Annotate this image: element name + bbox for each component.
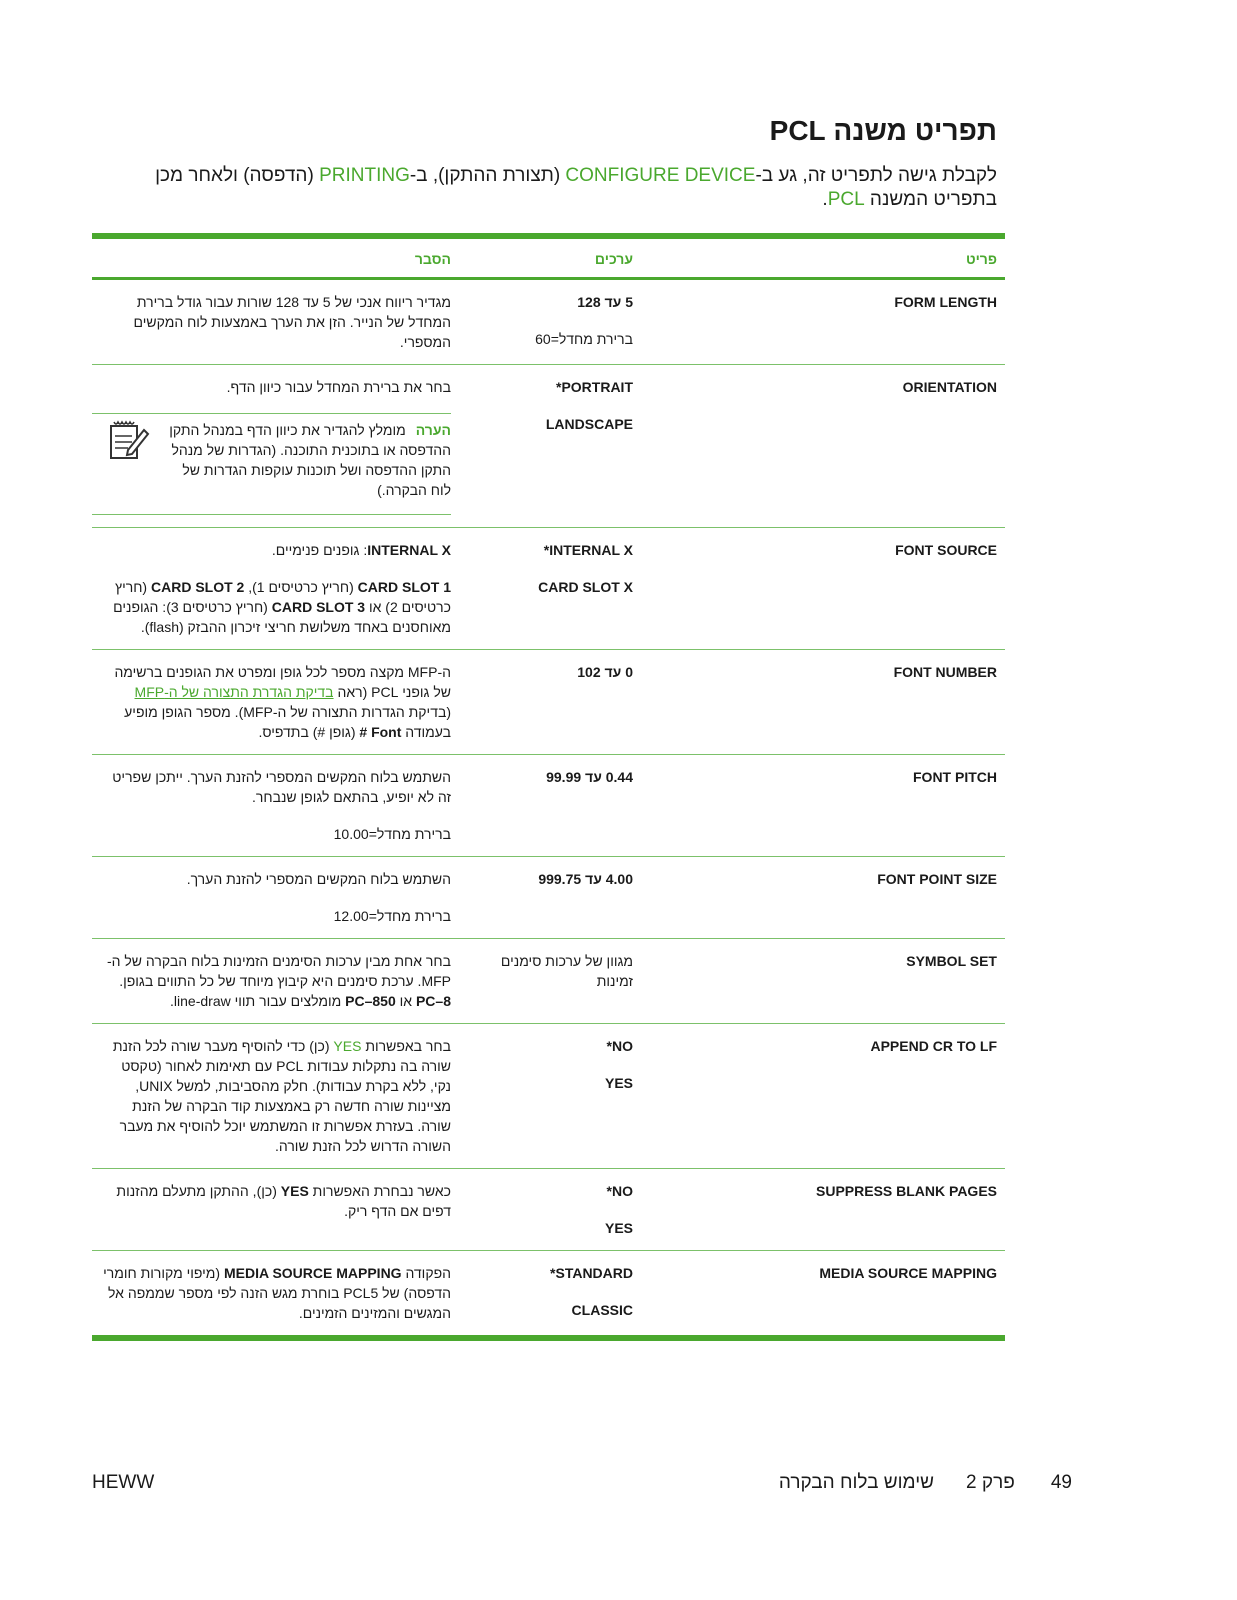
footer-page-info [779,1472,1072,1494]
intro-paragraph [127,164,997,212]
printing-link[interactable]: PRINTING [319,165,410,186]
desc-default: ברירת מחדל=10.00 [333,826,451,842]
row-item: FONT POINT SIZE [641,857,1005,939]
orientation-description: בחר את ברירת המחדל עבור כיוון הדף. [226,379,451,395]
section-label: שימוש בלוח הבקרה [778,1472,935,1493]
row-description: מגדיר ריווח אנכי של 5 עד 128 שורות עבור גודל ברירת המחדל של הנייר. הזן את הערך באמצעות לוח המקשים המספרי. [92,279,459,365]
note-box [92,413,451,515]
row-values [459,939,641,1024]
value-option: CLASSIC [571,1302,633,1318]
row-description [92,1024,459,1169]
desc-text: (כן) כדי להוסיף מעבר שורה לכל הזנת שורה בה נתקלות עבודות PCL עם תאימות לאחור (טקסט נקי, ללא בקרת עבודות). חלק מהסביבות, למשל UNIX, מציינות שורה חדשה רק באמצעות קוד הבקרה של הזנת שורה. בעזרת אפשרות זו המשתמש יוכל להוסיף את מעבר השורה הדרוש לכל הזנת שורה. [112,1038,451,1154]
table-row [92,279,1005,365]
desc-text: בחר באפשרות [361,1038,451,1054]
desc-text: בחר אחת מבין ערכות הסימנים הזמינות בלוח הבקרה של ה-MFP. ערכת סימנים היא קיבוץ מיוחד של כל התווים בגופן. [106,953,451,989]
desc-term: MEDIA SOURCE MAPPING [223,1265,402,1281]
value-option: מגוון של ערכות סימנים זמינות [500,953,633,989]
intro-text-4: . [822,189,828,210]
row-item: FONT NUMBER [641,650,1005,755]
desc-term: PC–850 [345,993,396,1009]
desc-text: השתמש בלוח המקשים המספרי להזנת הערך. ייתכן שפריט זה לא יופיע, בהתאם לגופן שנבחר. [112,769,451,805]
row-description [92,650,459,755]
note-label: הערה [415,422,451,438]
desc-text: (בדיקת הגדרות התצורה של ה-MFP). מספר הגופן מופיע בעמודה [124,704,451,740]
desc-text: הפקודה [401,1265,451,1281]
intro-text-3: (הדפסה) ולאחר מכן בתפריט המשנה [155,165,997,210]
pcl-link[interactable]: PCL [827,189,865,210]
desc-text: ה-MFP מקצה מספר לכל גופן ומפרט את הגופנים ברשימה של גופני PCL (ראה [114,664,451,700]
desc-default: ברירת מחדל=12.00 [333,908,451,924]
header-item: פריט [641,236,1005,279]
chapter-label: פרק 2 [966,1472,1015,1493]
header-values: ערכים [459,236,641,279]
value-option: 0 עד 102 [577,664,633,680]
row-values [459,365,641,528]
desc-text: (כן), ההתקן מתעלם מהזנות דפים אם הדף ריק. [116,1183,451,1219]
intro-text-2: (תצורת ההתקן), ב- [409,165,566,186]
page-title: תפריט משנה PCL [769,115,997,146]
row-description [92,1169,459,1251]
value-option: 0.44 עד 99.99 [546,769,633,785]
row-values [459,1251,641,1339]
desc-paragraph [100,577,451,637]
note-pencil-icon [106,418,150,462]
row-values [459,650,641,755]
desc-text: (גופן #) בתדפיס. [258,724,360,740]
table-row [92,650,1005,755]
desc-text: (חריץ כרטיסים 1), [244,579,358,595]
row-item: MEDIA SOURCE MAPPING [819,1265,997,1281]
desc-term: PC–8 [415,993,451,1009]
row-values [459,528,641,650]
desc-term: YES [280,1183,309,1199]
intro-text-1: לקבלת גישה לתפריט זה, גע ב- [755,165,997,186]
desc-text: השתמש בלוח המקשים המספרי להזנת הערך. [186,871,451,887]
pcl-settings-table [92,233,1005,1341]
table-row [92,1251,1005,1339]
row-item: SUPPRESS BLANK PAGES [641,1169,1005,1251]
table-row [92,939,1005,1024]
row-values [459,1024,641,1169]
table-row [92,528,1005,650]
desc-text: (מיפוי מקורות חומרי הדפסה) של PCL5 בוחרת מגש הזנה לפי מספר שממפה אל המגשים והמזינים הזמינים. [103,1265,451,1321]
table-row [92,857,1005,939]
note-text: מומלץ להגדיר את כיוון הדף במנהל התקן ההדפסה או בתוכנית התוכנה. (הגדרות של מנהל התקן ההדפסה ושל תוכנות עוקפות הגדרות של לוח הבקרה.) [169,422,451,498]
row-values [459,279,641,365]
row-item: ORIENTATION [641,365,1005,528]
desc-term: CARD SLOT 3 [271,599,366,615]
row-description [92,939,459,1024]
value-option: PORTRAIT* [555,379,633,395]
desc-text: או [395,993,416,1009]
table-row [92,755,1005,857]
desc-term: INTERNAL X [367,542,451,558]
table-header-row [92,236,1005,279]
row-item: APPEND CR TO LF [641,1024,1005,1169]
header-desc: הסבר [92,236,459,279]
value-option: INTERNAL X* [543,542,633,558]
configure-device-link[interactable]: CONFIGURE DEVICE [565,165,756,186]
desc-paragraph [100,540,451,560]
row-item: SYMBOL SET [641,939,1005,1024]
table-row [92,365,1005,528]
desc-yes-term: YES [333,1038,362,1054]
desc-text: (חריץ כרטיסים 3): הגופנים מאוחסנים באחד משלושת חריצי זיכרון ההבזק (flash). [113,599,451,635]
desc-text: : גופנים פנימיים. [271,542,368,558]
page-number: 49 [1050,1472,1072,1493]
value-option: 4.00 עד 999.75 [538,871,633,887]
value-option: CARD SLOT X [538,579,633,595]
row-description [92,755,459,857]
desc-term: CARD SLOT 2 [150,579,245,595]
row-item: FORM LENGTH [641,279,1005,365]
desc-text: (חריץ כרטיסים 2) או [115,579,451,615]
table-row [92,1169,1005,1251]
row-description [92,857,459,939]
row-description [92,528,459,650]
value-default: ברירת מחדל=60 [535,331,633,347]
row-values [459,857,641,939]
value-option: YES [604,1220,633,1236]
row-values [459,1169,641,1251]
value-option: NO* [606,1038,633,1054]
value-option: NO* [606,1183,633,1199]
note-text-block [162,420,451,500]
table-row [92,1024,1005,1169]
value-option: YES [604,1075,633,1091]
footer-brand: HEWW [92,1472,155,1493]
row-description [92,365,459,528]
row-values [459,755,641,857]
row-item: FONT SOURCE [641,528,1005,650]
value-option: 5 עד 128 [577,294,633,310]
row-description [92,1251,459,1339]
row-item: FONT PITCH [641,755,1005,857]
desc-term: Font # [359,724,402,740]
desc-text: מומלצים עבור תווי line-draw. [170,993,346,1009]
value-option: LANDSCAPE [545,416,633,432]
desc-term: CARD SLOT 1 [357,579,451,595]
desc-text: כאשר נבחרת האפשרות [308,1183,451,1199]
value-option: STANDARD* [550,1265,633,1281]
config-check-link[interactable]: בדיקת הגדרת התצורה של ה-MFP [134,684,334,700]
